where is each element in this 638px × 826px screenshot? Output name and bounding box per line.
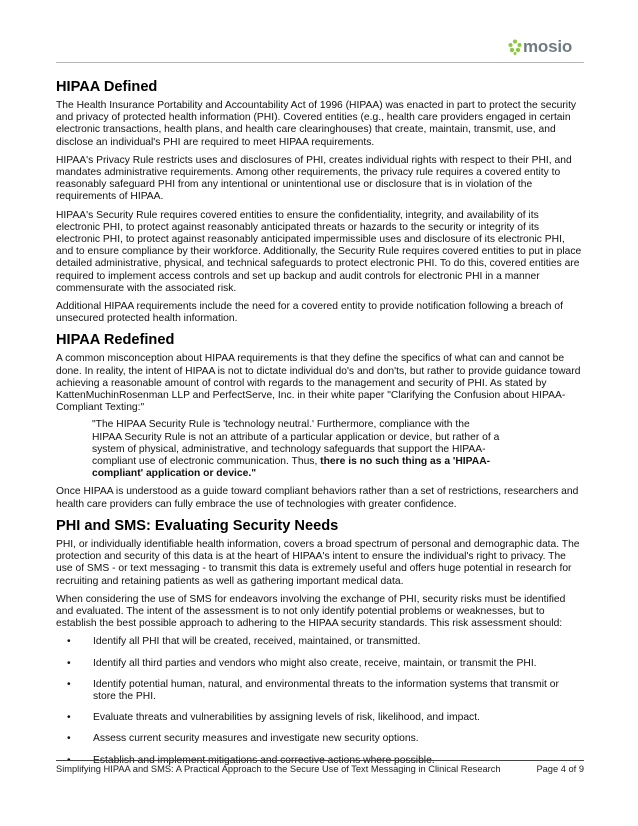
quote-emphasis: there is no such thing as a 'HIPAA-compliant' application or device." — [92, 456, 491, 480]
list-item-text: Assess current security measures and investigate new security options. — [93, 733, 419, 745]
bullet-icon: • — [67, 712, 71, 724]
paragraph: A common misconception about HIPAA requirements is that they define the specifics of what can and cannot be done. In reality, the intent of HIPAA is not to dictate individual do's and don'ts, but rather to provide guidance toward achieving a reasonable amount of control with regards to the management and security of PHI. As stated by KattenMuchinRosenman LLP and PerfectServe, Inc. in their white paper "Clarifying the Confusion about HIPAA-Compliant Texting:" — [56, 353, 581, 414]
bullet-icon: • — [67, 678, 71, 690]
mosio-logo — [508, 30, 572, 64]
page-footer — [56, 764, 584, 774]
block-quote — [92, 419, 502, 480]
bullet-icon: • — [67, 636, 71, 648]
list-item-text: Identify potential human, natural, and environmental threats to the information systems that transmit or store the PHI. — [93, 678, 559, 702]
paragraph: The Health Insurance Portability and Accountability Act of 1996 (HIPAA) was enacted in part to protect the security and privacy of protected health information (PHI). Covered entities (e.g., health care providers engaged in certain electronic transactions, health plans, and health care clearinghouses) that create, maintain, transmit, use, and disclose an individual's PHI are required to meet HIPAA requirements. — [56, 100, 577, 148]
list-item — [56, 733, 584, 745]
list-item — [56, 658, 584, 670]
bullet-icon: • — [67, 733, 71, 745]
quote-text: "The HIPAA Security Rule is 'technology neutral.' Furthermore, compliance with the HIPAA Security Rule is not an attribute of a particular application or device, but rather of a system of physical, administrative, and technology safeguards that support the HIPAA-compliant use of electronic communication. Thus, — [92, 419, 500, 468]
list-item — [56, 712, 584, 724]
footer-document-title: Simplifying HIPAA and SMS: A Practical Approach to the Secure Use of Text Messaging in Clinical Research — [56, 764, 501, 774]
paragraph: HIPAA's Privacy Rule restricts uses and disclosures of PHI, creates individual rights with respect to their PHI, and mandates administrative requirements. Among other requirements, the privacy rule requires a covered entity to reasonably safeguard PHI from any intentional or unintentional use or disclosure that is in violation of the requirements of HIPAA. — [56, 154, 572, 203]
footer-page-number: Page 4 of 9 — [536, 764, 584, 774]
footer-divider — [56, 760, 584, 761]
list-item-text: Evaluate threats and vulnerabilities by assigning levels of risk, likelihood, and impact. — [93, 712, 480, 724]
page-content — [56, 74, 584, 776]
list-item-text: Identify all PHI that will be created, received, maintained, or transmitted. — [93, 636, 421, 648]
paragraph: PHI, or individually identifiable health information, covers a broad spectrum of personal and demographic data. The protection and security of this data is at the heart of HIPAA's intent to ensure the individual's right to privacy. The use of SMS - or text messaging - to transmit this data is extremely useful and offers huge potential in research for recruiting and retaining patients as well as gathering important medical data. — [56, 538, 580, 587]
bullet-icon: • — [67, 754, 71, 766]
paragraph: Additional HIPAA requirements include the need for a covered entity to provide notification following a breach of unsecured protected health information. — [56, 301, 563, 325]
section-heading-hipaa-defined: HIPAA Defined — [56, 79, 158, 95]
section-heading-hipaa-redefined: HIPAA Redefined — [56, 332, 175, 349]
paragraph: HIPAA's Security Rule requires covered entities to ensure the confidentiality, integrity, and availability of its electronic PHI, to protect against reasonably anticipated threats or hazards to the security or integrity of its electronic PHI, to protect against reasonably anticipated impermissible uses and disclosure of its electronic PHI, and to ensure compliance by their workforce. Additionally, the Security Rule requires covered entities to put in place detailed administrative, physical, and technical safeguards to protect electronic PHI. To do this, covered entities are required to implement access controls and set up backup and audit controls for electronic PHI in a manner commensurate with the associated risk. — [56, 209, 582, 294]
bullet-icon: • — [67, 657, 71, 669]
section-heading-phi-and-sms: PHI and SMS: Evaluating Security Needs — [56, 517, 339, 534]
paragraph: Once HIPAA is understood as a guide toward compliant behaviors rather than a set of restrictions, researchers and health care providers can fully embrace the use of technologies with greater confidence. — [56, 486, 579, 510]
list-item-text: Identify all third parties and vendors who might also create, receive, maintain, or transmit the PHI. — [93, 657, 537, 669]
logo-text: mosio — [523, 37, 573, 56]
risk-assessment-list — [56, 636, 584, 766]
list-item — [56, 679, 584, 703]
list-item — [56, 636, 584, 648]
list-item-text: Establish and implement mitigations and corrective actions where possible. — [93, 754, 435, 766]
header-divider — [56, 62, 584, 63]
mosio-logo-mark-icon — [508, 39, 522, 55]
paragraph: When considering the use of SMS for endeavors involving the exchange of PHI, security risks must be identified and evaluated. The intent of the assessment is to not only identify potential problems or weaknesses, but to establish the best possible approach to adhering to the HIPAA security standards. This risk assessment should: — [56, 593, 566, 630]
